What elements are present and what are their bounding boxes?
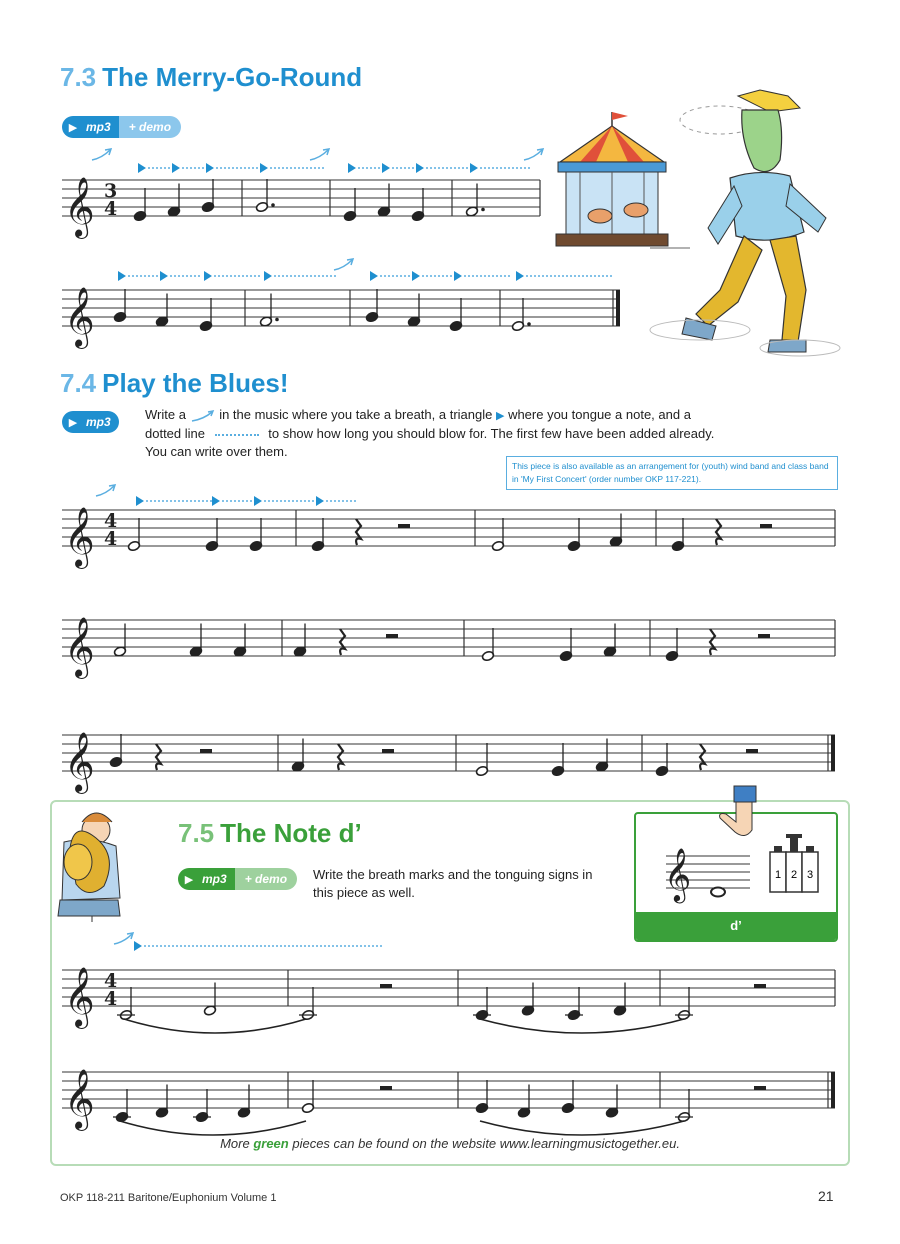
quarter-rest <box>710 629 715 655</box>
tongue-triangle-icon <box>160 271 168 281</box>
tongue-triangle-icon <box>316 496 324 506</box>
instruction-text: where you tongue a note, and a <box>508 407 691 422</box>
quarter-rest <box>156 744 161 770</box>
play-icon: ▶ <box>178 868 200 890</box>
tongue-triangle-icon <box>382 163 390 173</box>
final-bar-thick <box>831 1072 835 1108</box>
section-number: 7.4 <box>60 368 97 398</box>
demo-label: + demo <box>235 868 297 890</box>
time-signature-bottom: 4 <box>104 198 118 220</box>
time-signature-bottom: 4 <box>104 988 118 1010</box>
final-bar-thick <box>831 735 835 771</box>
slur <box>120 1121 306 1135</box>
half-rest <box>380 984 392 988</box>
tongue-triangle-icon <box>416 163 424 173</box>
tongue-triangle-icon <box>454 271 462 281</box>
tongue-triangle-icon <box>204 271 212 281</box>
tongue-triangle-icon <box>348 163 356 173</box>
mp3-label: mp3 <box>84 116 119 138</box>
valve-number: 3 <box>806 869 814 881</box>
treble-clef-icon: 𝄞 <box>64 617 95 677</box>
time-signature-top: 4 <box>104 510 118 532</box>
tongue-triangle-icon <box>118 271 126 281</box>
treble-clef-icon: 𝄞 <box>64 732 95 792</box>
web-note-text: pieces can be found on the website www.learningmusictogether.eu. <box>292 1136 680 1151</box>
tongue-triangle-icon <box>138 163 146 173</box>
time-signature-top: 4 <box>104 970 118 992</box>
breath-mark-icon <box>524 150 542 160</box>
tongue-triangle-icon <box>254 496 262 506</box>
note-dot <box>527 322 531 326</box>
section-heading: The Merry-Go-Round <box>102 62 363 92</box>
note-dot <box>275 318 279 322</box>
final-bar-thick <box>616 290 620 326</box>
section-number: 7.3 <box>60 62 97 92</box>
play-icon: ▶ <box>62 116 84 138</box>
half-rest <box>398 524 410 528</box>
play-icon: ▶ <box>62 411 84 433</box>
half-rest <box>200 749 212 753</box>
web-note-text: More <box>220 1136 250 1151</box>
instruction-text: in the music where you take a breath, a triangle <box>219 407 493 422</box>
quarter-rest <box>716 519 721 545</box>
valve-number: 1 <box>774 869 782 881</box>
info-box: This piece is also available as an arrangement for (youth) wind band and class band in 'My First Concert' (order number OKP 117-221). <box>506 456 838 490</box>
breath-mark-icon <box>310 150 328 160</box>
half-rest <box>760 524 772 528</box>
tongue-triangle-icon <box>370 271 378 281</box>
breath-mark-icon <box>96 486 114 496</box>
section-heading: Play the Blues! <box>102 368 289 398</box>
breath-mark-icon <box>92 150 110 160</box>
instructions-7-5: Write the breath marks and the tonguing signs in this piece as well. <box>313 867 593 900</box>
slur <box>480 1121 684 1135</box>
note-dot <box>271 203 275 207</box>
tongue-triangle-icon <box>136 496 144 506</box>
mp3-label: mp3 <box>84 411 119 433</box>
treble-clef-icon: 𝄞 <box>64 507 95 567</box>
half-rest <box>382 749 394 753</box>
tongue-triangle-icon <box>516 271 524 281</box>
treble-clef-icon: 𝄞 <box>64 287 95 347</box>
web-note-green: green <box>253 1136 289 1151</box>
tongue-triangle-icon <box>212 496 220 506</box>
quarter-rest <box>340 629 345 655</box>
tongue-triangle-icon <box>134 941 142 951</box>
slur <box>480 1019 684 1033</box>
treble-clef-icon: 𝄞 <box>64 967 95 1027</box>
tongue-triangle-icon <box>260 163 268 173</box>
tongue-triangle-icon <box>470 163 478 173</box>
instruction-text: You can write over them. <box>145 444 288 459</box>
time-signature-top: 3 <box>104 180 118 202</box>
quarter-rest <box>338 744 343 770</box>
demo-label: + demo <box>119 116 181 138</box>
slur <box>124 1019 306 1033</box>
instruction-text: Write a <box>145 407 186 422</box>
page-number: 21 <box>818 1188 834 1204</box>
tongue-triangle-icon <box>412 271 420 281</box>
tongue-triangle-icon <box>264 271 272 281</box>
section-number: 7.5 <box>178 818 215 848</box>
breath-mark-icon <box>334 260 352 270</box>
instruction-text: to show how long you should blow for. The first few have been added already. <box>268 426 715 441</box>
half-rest <box>386 634 398 638</box>
section-heading: The Note d’ <box>220 818 362 848</box>
treble-clef-icon: 𝄞 <box>64 177 95 237</box>
half-rest <box>758 634 770 638</box>
half-rest <box>754 984 766 988</box>
breath-mark-icon <box>114 934 132 944</box>
treble-clef-icon: 𝄞 <box>64 1069 95 1129</box>
half-rest <box>380 1086 392 1090</box>
tongue-triangle-icon: ▶ <box>495 410 505 422</box>
tongue-triangle-icon <box>206 163 214 173</box>
instruction-text: dotted line <box>145 426 205 441</box>
mp3-label: mp3 <box>200 868 235 890</box>
quarter-rest <box>700 744 705 770</box>
note-dot <box>481 208 485 212</box>
quarter-rest <box>356 519 361 545</box>
note-label: d’ <box>636 912 836 940</box>
half-rest <box>754 1086 766 1090</box>
tongue-triangle-icon <box>172 163 180 173</box>
treble-clef-icon: 𝄞 <box>664 847 692 901</box>
valve-number: 2 <box>790 869 798 881</box>
time-signature-bottom: 4 <box>104 528 118 550</box>
half-rest <box>746 749 758 753</box>
footer-catalog: OKP 118-211 Baritone/Euphonium Volume 1 <box>60 1192 277 1204</box>
